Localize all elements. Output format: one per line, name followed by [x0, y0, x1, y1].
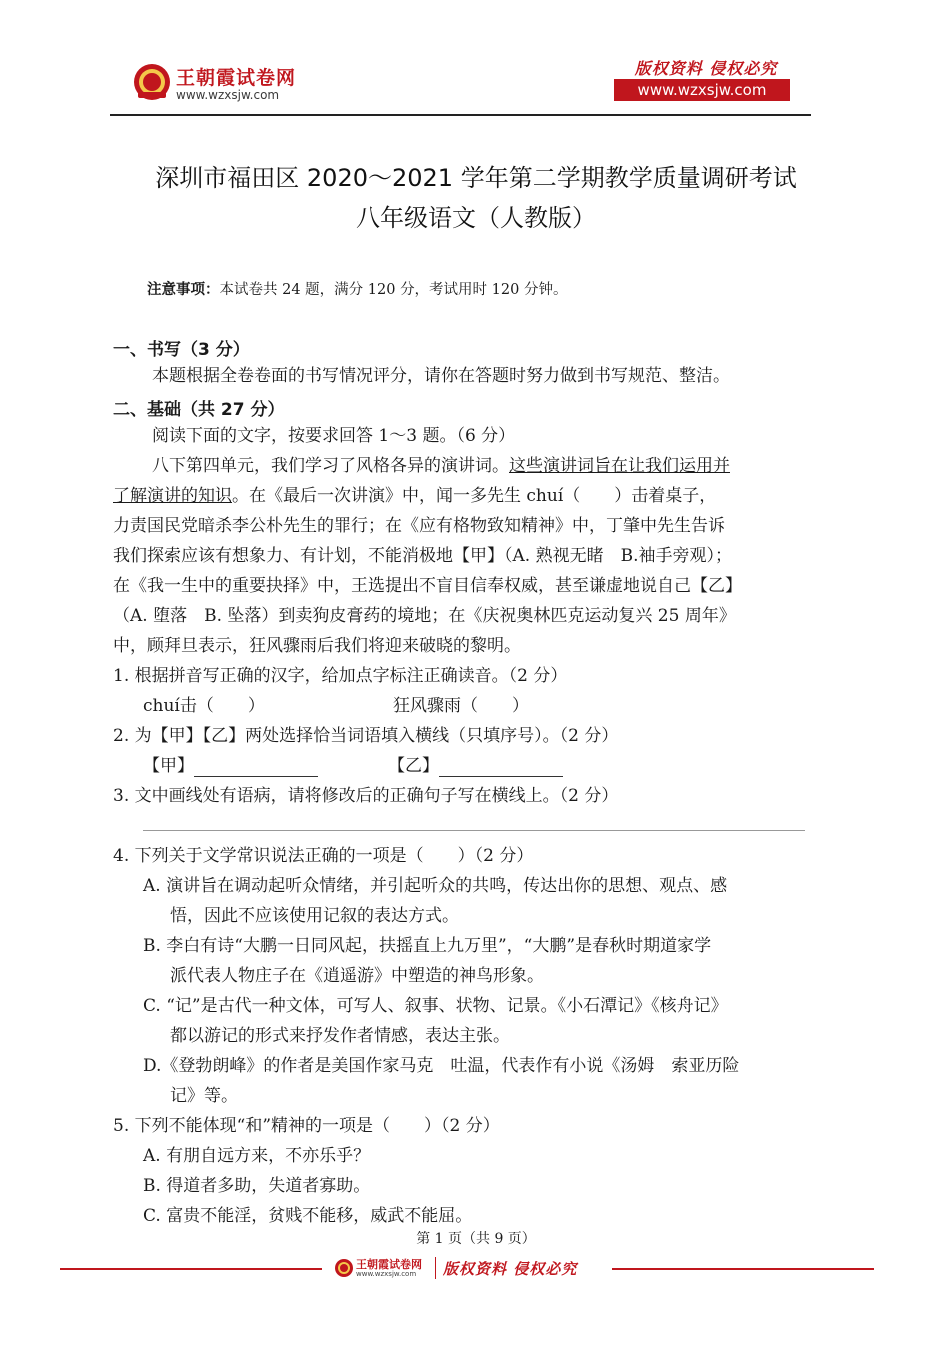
footer-url[interactable]: www.wzxsjw.com	[356, 1270, 417, 1278]
reading-instructions: 阅读下面的文字，按要求回答 1～3 题。（6 分）	[152, 426, 516, 446]
answer-blank[interactable]: 狂风骤雨（ ）	[393, 696, 529, 716]
option-d: D.《登勃朗峰》的作者是美国作家马克 吐温，代表作有小说《汤姆 索亚历险	[143, 1056, 740, 1076]
passage-line: 八下第四单元，我们学习了风格各异的演讲词。这些演讲词旨在让我们运用并	[152, 456, 730, 476]
option-b-cont: 派代表人物庄子在《逍遥游》中塑造的神鸟形象。	[170, 966, 544, 986]
answer-field[interactable]	[143, 755, 318, 777]
passage-line: （A. 堕落 B. 坠落）到卖狗皮膏药的境地；在《庆祝奥林匹克运动复兴 25 周年》	[113, 606, 736, 626]
question-stem: 1. 根据拼音写正确的汉字，给加点字标注正确读音。（2 分）	[113, 666, 568, 686]
passage-line: 了解演讲的知识。在《最后一次讲演》中，闻一多先生 chuí（ ）击着桌子，	[113, 486, 717, 506]
passage-line: 中，顾拜旦表示，狂风骤雨后我们将迎来破晓的黎明。	[113, 636, 521, 656]
option-d-cont: 记》等。	[170, 1086, 238, 1106]
site-brand: 王朝霞试卷网	[176, 67, 297, 89]
copyright-notice: 版权资料 侵权必究	[634, 59, 778, 78]
exam-title: 深圳市福田区 2020～2021 学年第二学期教学质量调研考试	[155, 164, 797, 192]
question-stem: 3. 文中画线处有语病，请将修改后的正确句子写在横线上。（2 分）	[113, 786, 619, 806]
answer-line[interactable]	[143, 830, 805, 831]
answer-label: 【甲】	[143, 756, 194, 776]
section-heading: 一、书写（3 分）	[113, 340, 250, 360]
answer-field[interactable]	[388, 755, 563, 777]
option-c-cont: 都以游记的形式来抒发作者情感，表达主张。	[170, 1026, 510, 1046]
option-b: B. 李白有诗“大鹏一日同风起，扶摇直上九万里”，“大鹏”是春秋时期道家学	[143, 936, 712, 956]
notice-label: 注意事项：	[147, 282, 220, 298]
option-a: A. 演讲旨在调动起听众情绪，并引起听众的共鸣，传达出你的思想、观点、感	[143, 876, 728, 896]
question-stem: 4. 下列关于文学常识说法正确的一项是（ ）（2 分）	[113, 846, 534, 866]
option-a-cont: 悟，因此不应该使用记叙的表达方式。	[170, 906, 459, 926]
question-stem: 2. 为【甲】【乙】两处选择恰当词语填入横线（只填序号）。（2 分）	[113, 726, 619, 746]
question-stem: 5. 下列不能体现“和”精神的一项是（ ）（2 分）	[113, 1116, 500, 1136]
underlined-sentence: 了解演讲的知识	[113, 486, 232, 506]
passage-line: 在《我一生中的重要抉择》中，王选提出不盲目信奉权威，甚至谦虚地说自己【乙】	[113, 576, 742, 596]
footer-copyright: 版权资料 侵权必究	[443, 1260, 578, 1278]
footer-separator	[435, 1257, 436, 1279]
section-heading: 二、基础（共 27 分）	[113, 400, 285, 420]
underlined-sentence: 这些演讲词旨在让我们运用并	[509, 456, 730, 476]
option-a: A. 有朋自远方来，不亦乐乎？	[143, 1146, 371, 1166]
section-text: 本题根据全卷卷面的书写情况评分，请你在答题时努力做到书写规范、整洁。	[152, 366, 730, 386]
footer-divider	[60, 1268, 322, 1270]
exam-subtitle: 八年级语文（人教版）	[356, 204, 596, 232]
option-b: B. 得道者多助，失道者寡助。	[143, 1176, 371, 1196]
passage-line: 力责国民党暗杀李公朴先生的罪行；在《应有格物致知精神》中，丁肇中先生告诉	[113, 516, 725, 536]
option-c: C. “记”是古代一种文体，可写人、叙事、状物、记景。《小石潭记》《核舟记》	[143, 996, 728, 1016]
answer-label: 【乙】	[388, 756, 439, 776]
header-divider	[110, 114, 811, 116]
answer-line[interactable]	[439, 758, 563, 777]
answer-blank[interactable]: chuí击（ ）	[143, 696, 265, 716]
page-number: 第 1 页（共 9 页）	[416, 1231, 536, 1247]
answer-line[interactable]	[194, 758, 318, 777]
notice-text: 本试卷共 24 题，满分 120 分，考试用时 120 分钟。	[219, 282, 568, 298]
option-c: C. 富贵不能淫，贫贱不能移，威武不能屈。	[143, 1206, 473, 1226]
footer-divider	[612, 1268, 874, 1270]
site-url[interactable]: www.wzxsjw.com	[176, 88, 280, 102]
footer-logo-icon	[334, 1258, 354, 1278]
footer-brand: 王朝霞试卷网	[356, 1258, 422, 1271]
site-url-banner[interactable]: www.wzxsjw.com	[614, 79, 790, 101]
exam-notice	[147, 278, 567, 299]
passage-line: 我们探索应该有想象力、有计划，不能消极地【甲】（A. 熟视无睹 B.袖手旁观）；	[113, 546, 732, 566]
site-logo-icon	[132, 62, 172, 102]
